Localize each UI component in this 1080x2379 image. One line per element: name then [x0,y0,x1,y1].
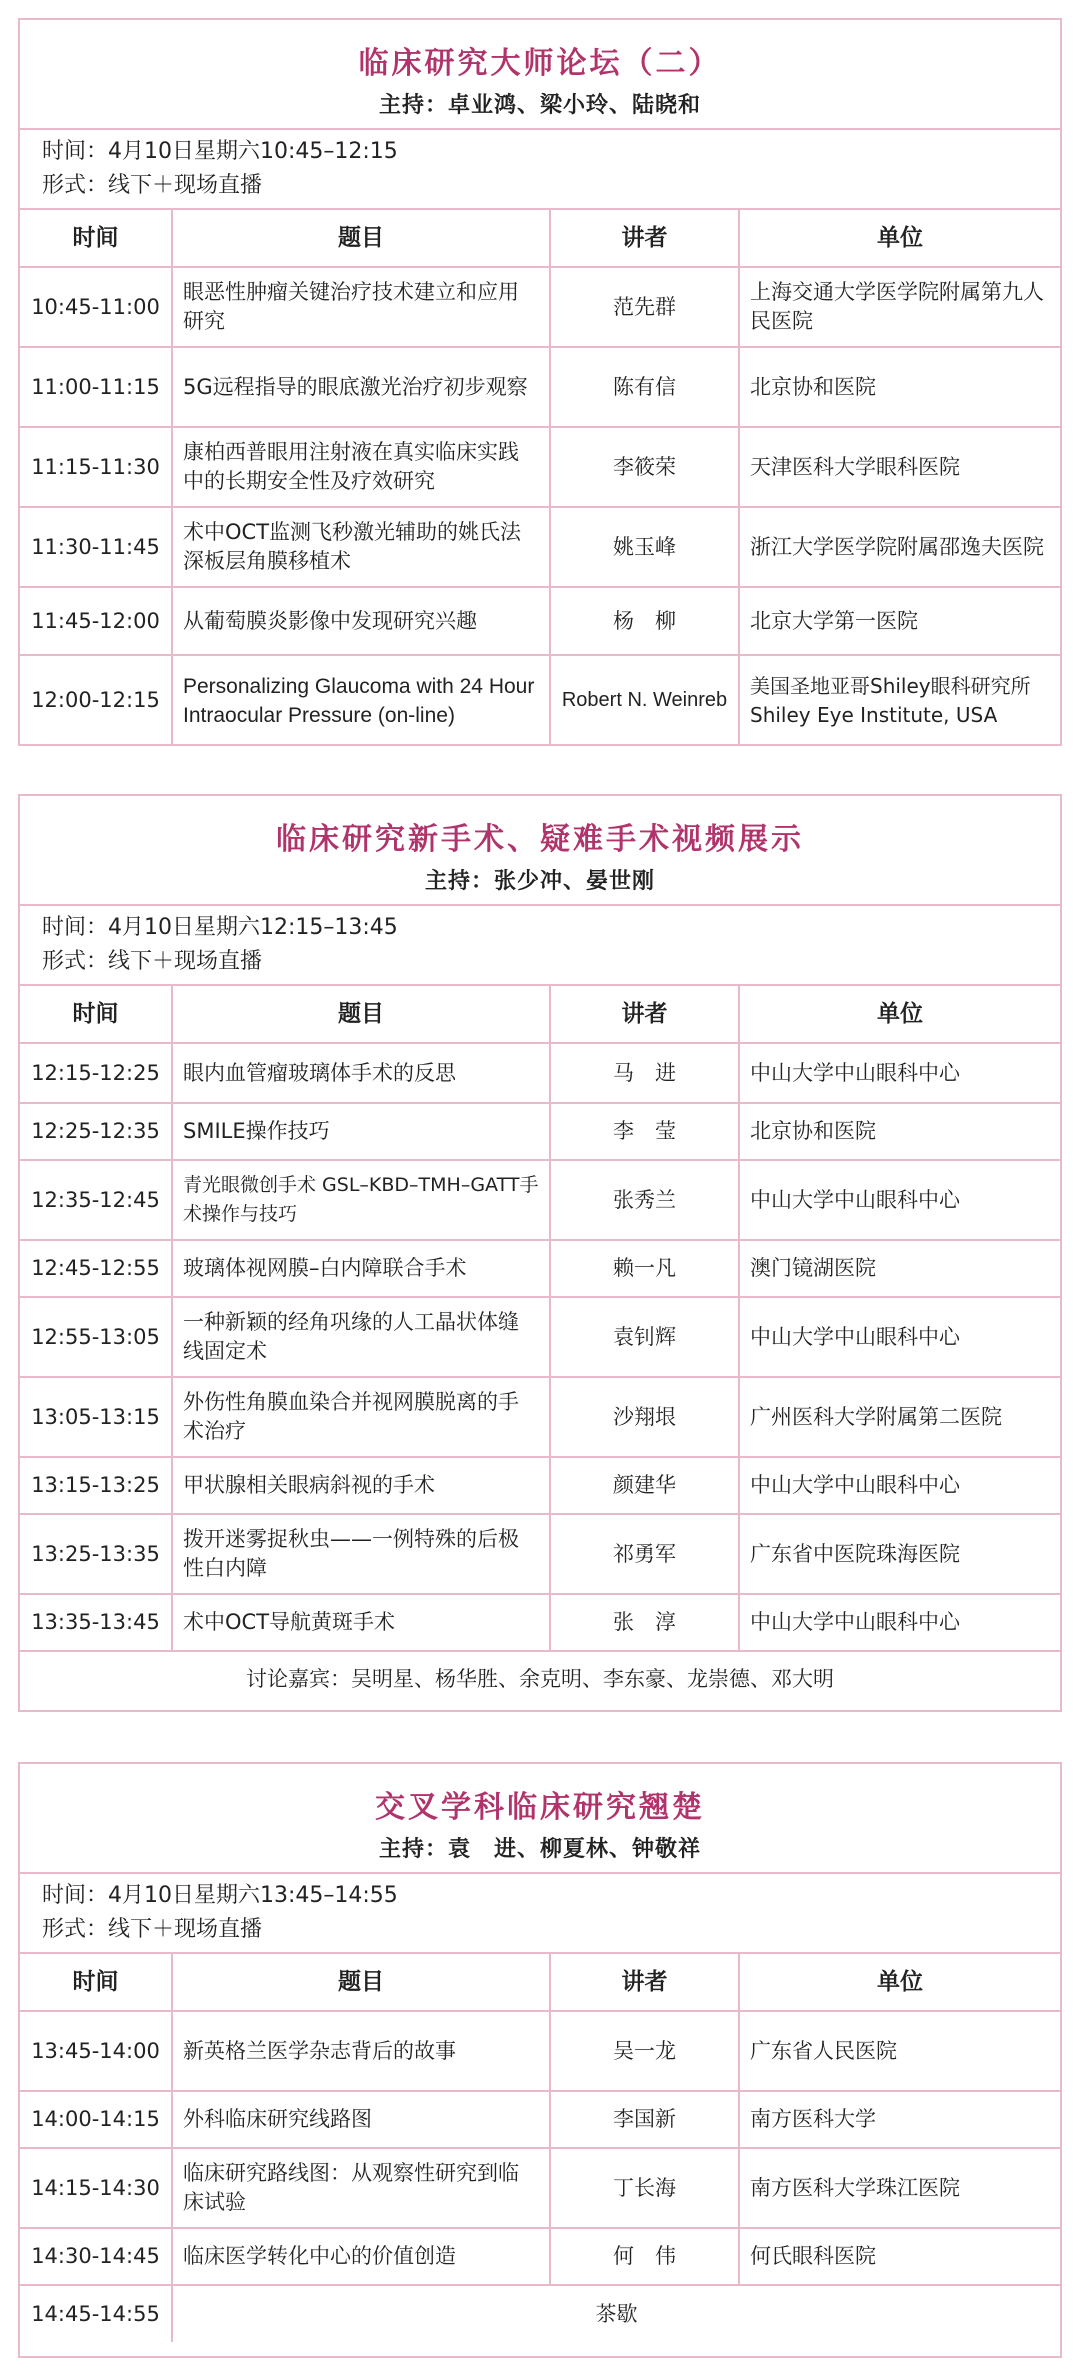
row-time: 14:15-14:30 [20,2148,172,2228]
table-row [20,267,1060,347]
col-header-topic: 题目 [172,986,550,1043]
row-unit: 何氏眼科医院 [739,2228,1060,2285]
col-header-time: 时间 [20,210,172,267]
row-speaker: 姚玉峰 [550,507,739,587]
row-speaker: 李国新 [550,2091,739,2148]
session-format: 形式：线下＋现场直播 [42,1917,263,1942]
row-speaker: 吴一龙 [550,2011,739,2091]
discussion-row [20,1651,1060,1706]
row-topic: 眼恶性肿瘤关键治疗技术建立和应用研究 [172,267,550,347]
table-row [20,587,1060,655]
row-unit: 中山大学中山眼科中心 [739,1160,1060,1240]
row-unit: 中山大学中山眼科中心 [739,1594,1060,1651]
row-topic: 术中OCT监测飞秒激光辅助的姚氏法深板层角膜移植术 [172,507,550,587]
row-unit: 南方医科大学珠江医院 [739,2148,1060,2228]
row-time: 12:25-12:35 [20,1103,172,1160]
table-row [20,1160,1060,1240]
row-unit: 广州医科大学附属第二医院 [739,1377,1060,1457]
table-row [20,1457,1060,1514]
schedule-table [20,986,1060,1706]
row-unit: 澳门镜湖医院 [739,1240,1060,1297]
row-unit: 上海交通大学医学院附属第九人民医院 [739,267,1060,347]
row-time: 11:30-11:45 [20,507,172,587]
col-header-speaker: 讲者 [550,986,739,1043]
col-header-unit: 单位 [739,1954,1060,2011]
session-title: 临床研究大师论坛（二） [358,46,722,81]
row-time: 14:00-14:15 [20,2091,172,2148]
row-unit: 中山大学中山眼科中心 [739,1297,1060,1377]
row-time: 14:45-14:55 [20,2285,172,2342]
row-topic: 新英格兰医学杂志背后的故事 [172,2011,550,2091]
col-header-time: 时间 [20,986,172,1043]
schedule-table [20,1954,1060,2342]
row-time: 11:00-11:15 [20,347,172,427]
table-row [20,427,1060,507]
row-topic: 临床研究路线图：从观察性研究到临床试验 [172,2148,550,2228]
session-title: 临床研究新手术、疑难手术视频展示 [276,822,804,857]
session-info [20,906,1060,986]
session-title: 交叉学科临床研究翘楚 [375,1790,705,1825]
row-speaker: 袁钊辉 [550,1297,739,1377]
session-panel-1 [18,18,1062,746]
table-row [20,507,1060,587]
col-header-topic: 题目 [172,1954,550,2011]
table-row [20,2091,1060,2148]
table-row [20,347,1060,427]
row-time: 12:45-12:55 [20,1240,172,1297]
row-unit: 北京协和医院 [739,1103,1060,1160]
session-format: 形式：线下＋现场直播 [42,949,263,974]
row-speaker: 祁勇军 [550,1514,739,1594]
row-topic: 临床医学转化中心的价值创造 [172,2228,550,2285]
row-topic: 甲状腺相关眼病斜视的手术 [172,1457,550,1514]
row-time: 12:55-13:05 [20,1297,172,1377]
session-panel-2 [18,794,1062,1712]
table-row [20,1103,1060,1160]
row-time: 13:05-13:15 [20,1377,172,1457]
session-format: 形式：线下＋现场直播 [42,173,263,198]
row-time: 13:25-13:35 [20,1514,172,1594]
table-row [20,1240,1060,1297]
row-topic: 康柏西普眼用注射液在真实临床实践中的长期安全性及疗效研究 [172,427,550,507]
row-unit: 中山大学中山眼科中心 [739,1043,1060,1103]
row-topic: SMILE操作技巧 [172,1103,550,1160]
row-unit: 美国圣地亚哥Shiley眼科研究所 Shiley Eye Institute, USA [739,655,1060,745]
tea-break-label: 茶歇 [172,2285,1060,2342]
row-speaker: Robert N. Weinreb [550,655,739,745]
row-speaker: 范先群 [550,267,739,347]
row-speaker: 李筱荣 [550,427,739,507]
session-header [20,796,1060,906]
row-time: 10:45-11:00 [20,267,172,347]
table-row [20,2011,1060,2091]
row-time: 12:15-12:25 [20,1043,172,1103]
row-unit: 天津医科大学眼科医院 [739,427,1060,507]
row-topic: Personalizing Glaucoma with 24 Hour Intraocular Pressure (on-line) [172,655,550,745]
schedule-table [20,210,1060,745]
row-topic: 外科临床研究线路图 [172,2091,550,2148]
session-header [20,20,1060,130]
row-topic: 从葡萄膜炎影像中发现研究兴趣 [172,587,550,655]
row-speaker: 颜建华 [550,1457,739,1514]
col-header-speaker: 讲者 [550,1954,739,2011]
row-speaker: 何 伟 [550,2228,739,2285]
row-unit: 广东省人民医院 [739,2011,1060,2091]
session-host: 主持：张少冲、晏世刚 [424,869,655,894]
row-topic: 眼内血管瘤玻璃体手术的反思 [172,1043,550,1103]
row-time: 13:35-13:45 [20,1594,172,1651]
row-unit: 北京协和医院 [739,347,1060,427]
session-host: 主持：袁 进、柳夏林、钟敬祥 [378,1837,701,1862]
row-topic: 外伤性角膜血染合并视网膜脱离的手术治疗 [172,1377,550,1457]
row-speaker: 赖一凡 [550,1240,739,1297]
row-unit: 广东省中医院珠海医院 [739,1514,1060,1594]
row-time: 12:00-12:15 [20,655,172,745]
row-speaker: 沙翔垠 [550,1377,739,1457]
row-topic: 5G远程指导的眼底激光治疗初步观察 [172,347,550,427]
table-row [20,1594,1060,1651]
row-time: 14:30-14:45 [20,2228,172,2285]
session-panel-3 [18,1762,1062,2358]
col-header-unit: 单位 [739,986,1060,1043]
session-info [20,1874,1060,1954]
session-header [20,1764,1060,1874]
session-info [20,130,1060,210]
table-row [20,2148,1060,2228]
row-unit: 南方医科大学 [739,2091,1060,2148]
row-speaker: 李 莹 [550,1103,739,1160]
session-time: 时间：4月10日星期六10:45–12:15 [42,139,398,164]
row-topic: 拨开迷雾捉秋虫——一例特殊的后极性白内障 [172,1514,550,1594]
table-row [20,1377,1060,1457]
row-speaker: 丁长海 [550,2148,739,2228]
session-time: 时间：4月10日星期六13:45–14:55 [42,1883,398,1908]
break-row [20,2285,1060,2342]
row-time: 11:15-11:30 [20,427,172,507]
row-topic: 青光眼微创手术 GSL–KBD–TMH–GATT手术操作与技巧 [172,1160,550,1240]
row-time: 12:35-12:45 [20,1160,172,1240]
col-header-time: 时间 [20,1954,172,2011]
table-row [20,1514,1060,1594]
row-unit: 浙江大学医学院附属邵逸夫医院 [739,507,1060,587]
row-topic: 玻璃体视网膜–白内障联合手术 [172,1240,550,1297]
table-row [20,655,1060,745]
row-speaker: 张 淳 [550,1594,739,1651]
row-speaker: 杨 柳 [550,587,739,655]
table-row [20,2228,1060,2285]
col-header-topic: 题目 [172,210,550,267]
discussion-guests: 讨论嘉宾：吴明星、杨华胜、余克明、李东豪、龙崇德、邓大明 [20,1651,1060,1706]
row-topic: 一种新颖的经角巩缘的人工晶状体缝线固定术 [172,1297,550,1377]
row-time: 13:15-13:25 [20,1457,172,1514]
table-row [20,1297,1060,1377]
row-unit: 中山大学中山眼科中心 [739,1457,1060,1514]
table-row [20,1043,1060,1103]
row-speaker: 张秀兰 [550,1160,739,1240]
row-unit: 北京大学第一医院 [739,587,1060,655]
row-topic: 术中OCT导航黄斑手术 [172,1594,550,1651]
row-speaker: 陈有信 [550,347,739,427]
row-speaker: 马 进 [550,1043,739,1103]
row-time: 11:45-12:00 [20,587,172,655]
session-time: 时间：4月10日星期六12:15–13:45 [42,915,398,940]
col-header-unit: 单位 [739,210,1060,267]
row-time: 13:45-14:00 [20,2011,172,2091]
session-host: 主持：卓业鸿、梁小玲、陆晓和 [378,93,701,118]
col-header-speaker: 讲者 [550,210,739,267]
